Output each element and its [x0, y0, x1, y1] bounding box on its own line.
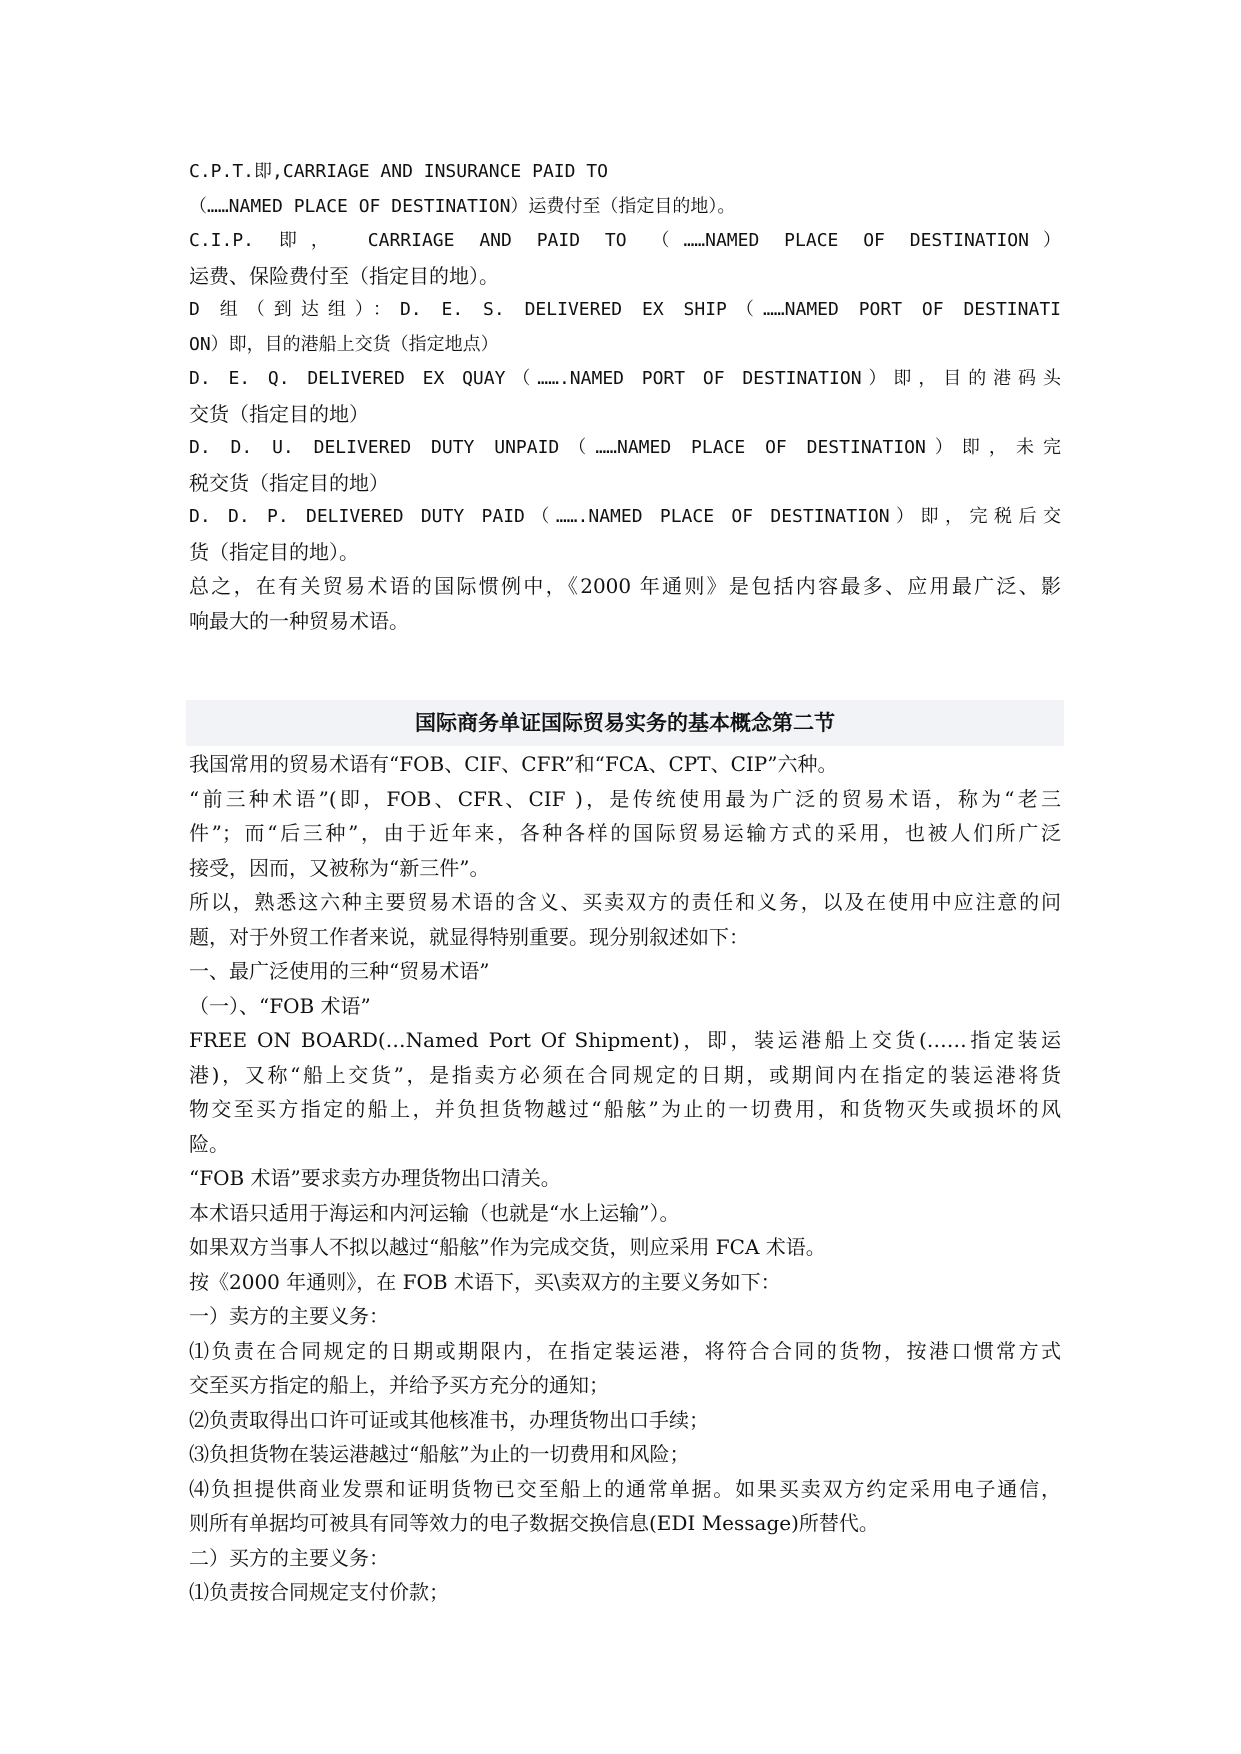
list-item: ⑵负责取得出口许可证或其他核准书，办理货物出口手续； [189, 1407, 709, 1432]
text-line: C.P.T.即,CARRIAGE AND INSURANCE PAID TO [189, 161, 608, 182]
list-heading: 一）卖方的主要义务： [189, 1304, 389, 1328]
list-heading: 一、最广泛使用的三种“贸易术语” [189, 959, 490, 983]
text-line: 如果双方当事人不拟以越过“船舷”作为完成交货，则应采用 FCA 术语。 [189, 1235, 826, 1259]
text-line: 货（指定目的地）。 [189, 539, 359, 564]
text-line: “前三种术语”(即，FOB、CFR、CIF )，是传统使用最为广泛的贸易术语，称为“老三 [189, 786, 1061, 811]
text-line: D. E. Q. DELIVERED EX QUAY（…….NAMED PORT OF DESTINATION）即，目的港码头 [189, 368, 1061, 389]
text-line: 按《2000 年通则》，在 FOB 术语下，买\卖双方的主要义务如下： [189, 1269, 781, 1294]
list-item: ⑴负责在合同规定的日期或期限内，在指定装运港，将符合合同的货物，按港口惯常方式 [189, 1338, 1061, 1363]
list-item: 则所有单据均可被具有同等效力的电子数据交换信息(EDI Message)所替代。 [189, 1511, 879, 1535]
text-line: 我国常用的贸易术语有“FOB、CIF、CFR”和“FCA、CPT、CIP”六种。 [189, 752, 838, 776]
text-line: 港)，又称“船上交货”，是指卖方必须在合同规定的日期，或期间内在指定的装运港将货 [189, 1062, 1061, 1087]
common-trade-terms-section [189, 747, 1061, 1610]
text-line: 总之，在有关贸易术语的国际惯例中，《2000 年通则》是包括内容最多、应用最广泛、影 [189, 574, 1061, 598]
text-line: 题，对于外贸工作者来说，就显得特别重要。现分别叙述如下： [189, 924, 749, 949]
text-line: C.I.P. 即， CARRIAGE AND PAID TO （……NAMED PLACE OF DESTINATION） [189, 230, 1061, 251]
text-line: ON）即，目的港船上交货（指定地点） [189, 333, 499, 355]
text-line: 交货（指定目的地） [189, 401, 369, 426]
trade-terms-section [189, 155, 1061, 638]
text-line: 物交至买方指定的船上，并负担货物越过“船舷”为止的一切费用，和货物灭失或损坏的风 [189, 1097, 1061, 1121]
text-line: 险。 [189, 1131, 229, 1156]
subsection-heading: （一）、“FOB 术语” [189, 993, 371, 1018]
section-heading: 国际商务单证国际贸易实务的基本概念第二节 [415, 711, 835, 735]
text-line: D 组（到达组）：D. E. S. DELIVERED EX SHIP（……NAMED PORT OF DESTINATI [189, 299, 1061, 320]
list-heading: 二）买方的主要义务： [189, 1545, 389, 1570]
text-line: 本术语只适用于海运和内河运输（也就是“水上运输”）。 [189, 1200, 680, 1225]
list-item: ⑴负责按合同规定支付价款； [189, 1580, 449, 1604]
text-line: 响最大的一种贸易术语。 [189, 608, 409, 633]
text-line: 税交货（指定目的地） [189, 470, 389, 495]
text-line: 运费、保险费付至（指定目的地）。 [189, 263, 499, 288]
text-line: D. D. P. DELIVERED DUTY PAID（…….NAMED PLACE OF DESTINATION）即，完税后交 [189, 506, 1061, 527]
text-line: 所以，熟悉这六种主要贸易术语的含义、买卖双方的责任和义务，以及在使用中应注意的问 [189, 890, 1061, 914]
text-line: 件”；而“后三种”，由于近年来，各种各样的国际贸易运输方式的采用，也被人们所广泛 [189, 821, 1061, 845]
list-item: ⑶负担货物在装运港越过“船舷”为止的一切费用和风险； [189, 1442, 690, 1466]
text-line: （……NAMED PLACE OF DESTINATION）运费付至（指定目的地）。 [189, 195, 736, 217]
text-line: “FOB 术语”要求卖方办理货物出口清关。 [189, 1166, 561, 1190]
list-item: 交至买方指定的船上，并给予买方充分的通知； [189, 1373, 609, 1397]
text-line: FREE ON BOARD(…Named Port Of Shipment)，即，装运港船上交货(……指定装运 [189, 1028, 1061, 1052]
text-line: D. D. U. DELIVERED DUTY UNPAID（……NAMED PLACE OF DESTINATION）即，未完 [189, 437, 1061, 458]
text-line: 接受，因而，又被称为“新三件”。 [189, 855, 490, 880]
list-item: ⑷负担提供商业发票和证明货物已交至船上的通常单据。如果买卖双方约定采用电子通信， [189, 1476, 1061, 1501]
